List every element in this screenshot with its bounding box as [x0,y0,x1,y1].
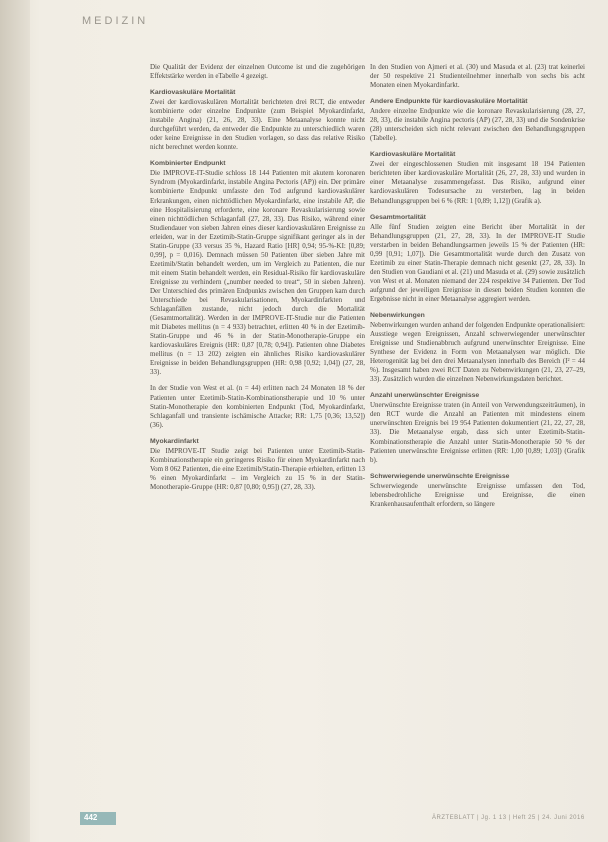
journal-citation: ÄRZTEBLATT | Jg. 1 13 | Heft 25 | 24. Juni 2016 [432,815,585,821]
section-heading: Myokardinfarkt [150,437,199,445]
section-heading: Schwerwiegende unerwünschte Ereignisse [370,472,510,480]
section-rubric: MEDIZIN [82,15,149,27]
section-heading: Andere Endpunkte für kardiovaskuläre Mortalität [370,98,528,106]
section-heading: Kardiovaskuläre Mortalität [150,89,236,97]
paragraph: Alle fünf Studien zeigten eine Bericht über Mortalität in der Behandlungsgruppen (21, 27, 28, 33). In der IMPROVE-IT Studie verstarben in beiden Behandlungsarmen jeweils 15 % der Patienten (HR: 0,99 [0,91; 1,07]). Die Gesamtmortalität wurde durch den Zusatz von Ezetimib zu einer Statin-Therapie demnach nicht gesenkt (27, 28, 33). In den Studien von Gaudiani et al. (21) und Masuda et al. (29) sowie zusätzlich von West et al. Monaten niemand der 224 respektive 34 Patienten. Der Tod aufgrund der jeweiligen Ereignisse in diesen beiden Studien konnten die Ergebnisse nicht in einer Metaanalyse aggregiert werden. [370,222,585,303]
section-heading: Nebenwirkungen [370,311,425,319]
paragraph: Nebenwirkungen wurden anhand der folgenden Endpunkte operationalisiert: Ausstiege wegen Ereignissen, Anzahl schwerwiegender unerwünschter Ereignisse und Studienabbruch aufgrund unerwünschter Ereignisse. Eine Synthese der Evidenz in Form von Metaanalysen war möglich. Die Heterogenität lag bei den drei Metaanalysen innerhalb des Bereich (I² = 44 %). Insgesamt haben zwei RCT Daten zu Nebenwirkungen (21, 23, 27–29, 33). Zusätzlich wurden die einzelnen Nebenwirkungsdaten berichtet. [370,320,585,384]
paragraph: Die Qualität der Evidenz der einzelnen Outcome ist und die zugehörigen Effektstärke werden in eTabelle 4 gezeigt. [150,63,365,81]
section-heading: Kardiovaskuläre Mortalität [370,151,456,159]
paragraph: Andere einzelne Endpunkte wie die koronare Revaskularisierung (28, 27, 28, 33), die instabile Angina pectoris (AP) (27, 28, 33) und die Sondenkrise (28) unterscheiden sich nicht relevant zwischen den Behandlungsgruppen (Tabelle). [370,107,585,143]
paragraph: Zwei der kardiovaskulären Mortalität berichteten drei RCT, die entweder kombinierte oder einzelne Endpunkte (zum Beispiel Myokardinfarkt, instabile Angina) (21, 26, 28, 33). Eine Metaanalyse konnte nicht durchgeführt werden, da entweder die Endpunkte zu unterschiedlich waren oder keine Ereignisse in den Studien vorlagen, so dass das relative Risiko nicht berechnet werden konnte. [150,98,365,152]
paragraph: Die IMPROVE-IT Studie zeigt bei Patienten unter Ezetimib-Statin-Kombinationstherapie ein geringeres Risiko für einen Myokardinfarkt nach Vom 8 062 Patienten, die eine Ezetimib/Statin-Therapie erhielten, erlitten 13 % einen Myokardinfarkt – im Vergleich zu 15 % in der Statin-Monotherapie-Gruppe (HR: 0,87 [0,80; 0,95]) (27, 28, 33). [150,446,365,491]
page-spine-shadow [0,0,30,842]
page-number: 442 [84,813,98,822]
section-heading: Kombinierter Endpunkt [150,160,226,168]
paragraph: Die IMPROVE-IT-Studie schloss 18 144 Patienten mit akutem koronaren Syndrom (Myokardinfarkt, instabile Angina Pectoris (AP)) ein. Der primäre kombinierte Endpunkt umfasste den Tod aufgrund kardiovaskulärer Erkrankungen, einen nichttödlichen Myokardinfarkt, eine instabile AP, die eine Hospitalisierung erforderte, eine koronare Revaskularisierung sowie einen nichttödlichen Schlaganfall (27, 28, 33). Das Risiko, während einer Studiendauer von sieben Jahren eines dieser kardiovaskulären Ereignisse zu erleiden, war in der Ezetimib-Statin-Gruppe signifikant geringer als in der Statin-Gruppe (33 versus 35 %, Hazard Ratio [HR] 0,94; 95-%-KI: [0,89; 0,99], p = 0,016). Demnach müssen 50 Patienten über sieben Jahre mit Ezetimib/Statin behandelt werden, um im Vergleich zu Patienten, die nur mit einem Statin behandelt werden, ein Residual-Risiko für kardiovaskuläre Ereignisse zu verhindern („number needed to treat“, 50 in sieben Jahren). Der Unterschied des primären Endpunkts zwischen den Gruppen kam durch Unterschiede bei Revaskularisationen, Myokardinfarkten und Schlaganfällen zustande, nicht jedoch durch die Mortalität (Gesamtmortalität). Werden in der IMPROVE-IT-Studie nur die Patienten mit Diabetes mellitus (n = 4 933) betrachtet, erlitten 40 % in der Ezetimib-Statin-Gruppe und 46 % in der Statin-Monotherapie-Gruppe ein kardiovaskuläres Ereignis (HR: 0,87 [0,78; 0,94]). Patienten ohne Diabetes mellitus (n = 13 202) zeigten ein ähnliches Risiko kardiovaskulärer Ereignisse in beiden Behandlungsgruppen (HR: 0,98 [0,92; 1,04]) (27, 28, 33). [150,169,365,377]
paragraph: Schwerwiegende unerwünschte Ereignisse umfassen den Tod, lebensbedrohliche Ereignisse und Ereignisse, die einen Krankenhausaufenthalt erfordern, so längere [370,481,585,508]
paragraph: Unerwünschte Ereignisse traten (in Anteil von Verwendungszeiträumen), in den RCT wurde die Anzahl an Patienten mit mindestens einem unerwünschten Ereignis bei 19 954 Patienten dokumentiert (21, 22, 27, 28, 33). Die Metaanalyse ergab, dass sich unter Ezetimib-Statin-Kombinationstherapie die Anzahl unter Statin-Monotherapie 50 % der Patienten unerwünschte Ereignisse erlitten (RR: 1,00 [0,89; 1,03]) (Grafik b). [370,401,585,464]
paragraph: In der Studie von West et al. (n = 44) erlitten nach 24 Monaten 18 % der Patienten unter Ezetimib-Statin-Kombinationstherapie und 10 % unter Statin-Monotherapie den kombinierten Endpunkt (Tod, Myokardinfarkt, Schlaganfall und transiente ischämische Attacke; RR: 1,75 [0,36; 13,52]) (36). [150,384,365,429]
section-heading: Gesamtmortalität [370,213,426,221]
paragraph: Zwei der eingeschlossenen Studien mit insgesamt 18 194 Patienten berichteten über kardiovaskuläre Mortalität (26, 27, 28, 33) und wurden in einer Metaanalyse zusammengefasst. Das Risiko, aufgrund einer kardiovaskulären Todesursache zu versterben, lag in beiden Behandlungsgruppen bei 6 % (RR: 1 [0,89; 1,12]) (Grafik a). [370,160,585,205]
left-text-column [150,63,365,499]
section-heading: Anzahl unerwünschter Ereignisse [370,392,480,400]
right-text-column [370,63,585,516]
paragraph: In den Studien von Ajmeri et al. (30) und Masuda et al. (23) trat keinerlei der 50 respektive 21 Studienteilnehmer innerhalb von sechs bis acht Monaten einen Myokardinfarkt. [370,63,585,90]
